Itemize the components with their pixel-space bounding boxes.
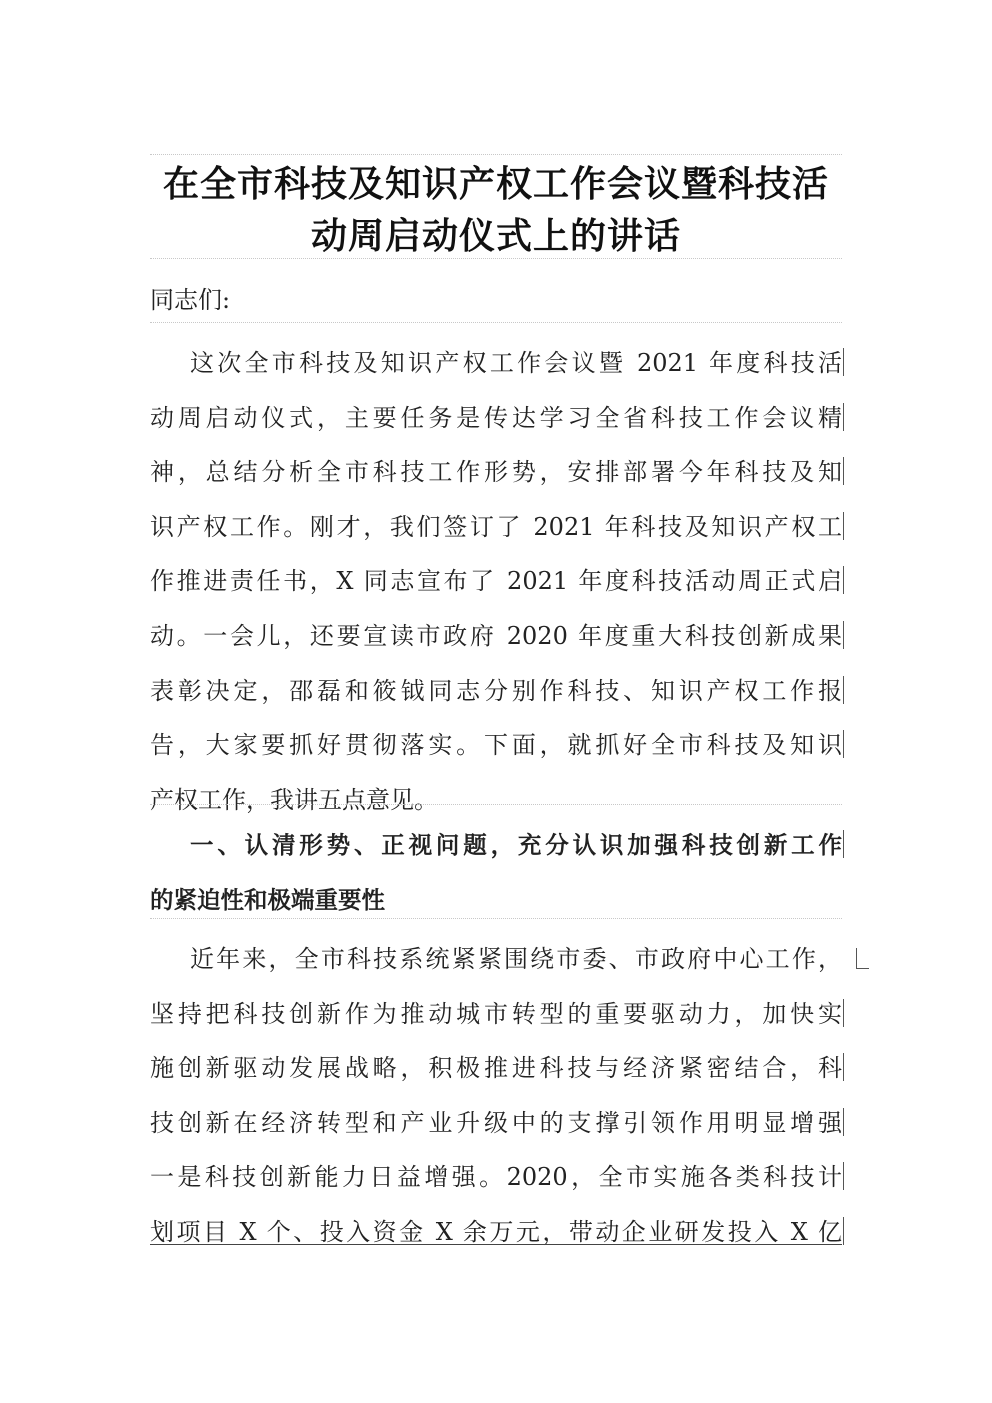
heading-rule	[150, 918, 842, 919]
page-bottom-rule	[150, 1244, 842, 1245]
salutation-rule	[150, 322, 842, 323]
intro-line: 动。一会儿，还要宣读市政府 2020 年度重大科技创新成果	[150, 609, 842, 664]
body-line: 一是科技创新能力日益增强。2020，全市实施各类科技计	[150, 1150, 842, 1205]
body-line: 划项目 X 个、投入资金 X 余万元，带动企业研发投入 X 亿	[150, 1205, 842, 1260]
intro-line: 神，总结分析全市科技工作形势，安排部署今年科技及知	[150, 445, 842, 500]
heading-line: 一、认清形势、正视问题，充分认识加强科技创新工作	[150, 818, 842, 873]
title-bottom-rule	[150, 258, 842, 259]
body-paragraph	[150, 932, 842, 1260]
title-line-1: 在全市科技及知识产权工作会议暨科技活	[162, 163, 829, 205]
line-overflow-mark	[856, 948, 869, 969]
intro-line: 表彰决定，邵磊和筱钺同志分别作科技、知识产权工作报	[150, 664, 842, 719]
body-line: 坚持把科技创新作为推动城市转型的重要驱动力，加快实	[150, 987, 842, 1042]
intro-rule	[150, 804, 842, 805]
intro-line: 产权工作，我讲五点意见。	[150, 785, 438, 814]
heading-line: 的紧迫性和极端重要性	[150, 885, 385, 914]
body-line: 近年来，全市科技系统紧紧围绕市委、市政府中心工作，	[190, 945, 842, 973]
body-line: 技创新在经济转型和产业升级中的支撑引领作用明显增强	[150, 1096, 842, 1151]
document-title	[150, 158, 842, 262]
title-top-rule	[150, 154, 842, 155]
title-line-2: 动周启动仪式上的讲话	[310, 215, 681, 257]
body-line: 施创新驱动发展战略，积极推进科技与经济紧密结合，科	[150, 1041, 842, 1096]
section-heading	[150, 818, 842, 927]
intro-line: 告，大家要抓好贯彻落实。下面，就抓好全市科技及知识	[150, 718, 842, 773]
intro-line: 识产权工作。刚才，我们签订了 2021 年科技及知识产权工	[150, 500, 842, 555]
salutation: 同志们:	[150, 286, 231, 314]
intro-paragraph	[150, 336, 842, 827]
intro-line: 动周启动仪式，主要任务是传达学习全省科技工作会议精	[150, 391, 842, 446]
intro-line: 作推进责任书，X 同志宣布了 2021 年度科技活动周正式启	[150, 554, 842, 609]
intro-line: 这次全市科技及知识产权工作会议暨 2021 年度科技活	[150, 336, 842, 391]
